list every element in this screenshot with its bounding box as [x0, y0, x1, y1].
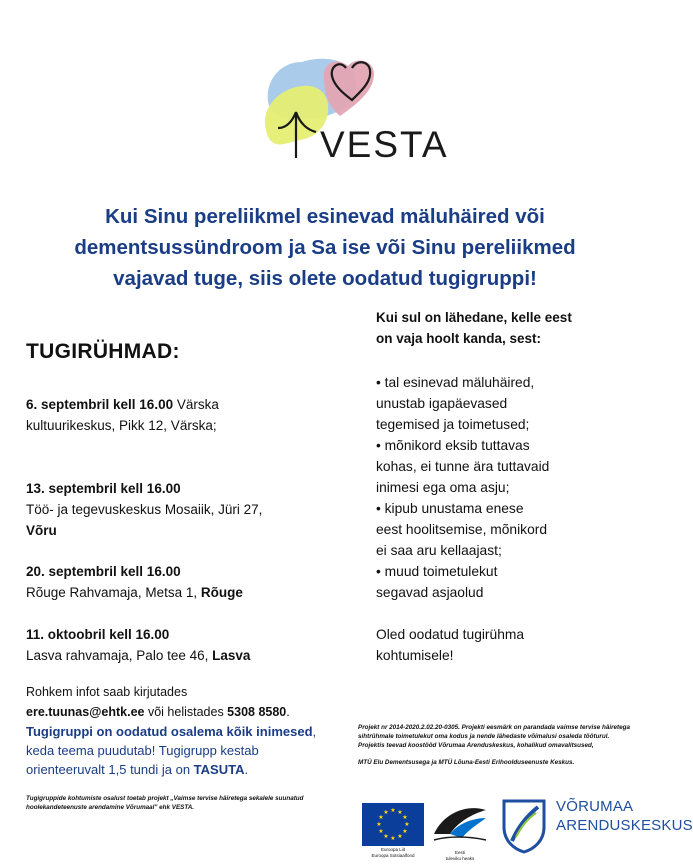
svg-text:★: ★	[397, 809, 403, 816]
estonia-caption-line: Eesti	[454, 850, 465, 855]
event-item	[26, 478, 346, 541]
svg-text:★: ★	[402, 814, 408, 821]
event-address: kultuurikeskus, Pikk 12, Värska;	[26, 418, 217, 433]
list-line: kohas, ei tunne ära tuttavaid	[376, 459, 550, 474]
invite-text	[26, 722, 336, 779]
svg-text:★: ★	[402, 828, 408, 835]
contact-or: või helistades	[144, 705, 228, 719]
contact-end: .	[286, 705, 290, 719]
event-item	[26, 624, 346, 666]
project-info	[358, 723, 638, 767]
headline-line: Kui Sinu pereliikmel esinevad mäluhäired või	[105, 205, 545, 228]
estonia-caption	[428, 850, 492, 862]
vesta-logo-text: VESTA	[320, 124, 449, 165]
right-outro-line: kohtumisele!	[376, 648, 454, 663]
event-date: 6. septembril kell 16.00	[26, 397, 174, 412]
list-line: • tal esinevad mäluhäired,	[376, 375, 535, 390]
eu-flag-icon	[362, 803, 424, 846]
contact-info	[26, 682, 336, 722]
svg-text:★: ★	[383, 833, 389, 840]
eu-caption-line: Euroopa Liit	[380, 847, 406, 852]
event-city: Lasva	[212, 648, 251, 663]
event-city: Võru	[26, 523, 57, 538]
svg-text:★: ★	[390, 835, 396, 842]
section-title: TUGIRÜHMAD:	[26, 340, 180, 363]
event-address: Töö- ja tegevuskeskus Mosaiik, Jüri 27,	[26, 502, 263, 517]
eu-caption-line: Euroopa Sotsiaalfond	[371, 853, 415, 858]
svg-text:★: ★	[404, 821, 410, 828]
list-line: segavad asjaolud	[376, 585, 484, 600]
estonia-future-logo-icon	[428, 800, 492, 850]
svg-text:★: ★	[378, 814, 384, 821]
list-item	[376, 435, 616, 498]
right-intro-line: on vaja hoolt kanda, sest:	[376, 331, 542, 346]
event-city: Rõuge	[200, 585, 243, 600]
list-item	[376, 561, 616, 603]
invite-end: .	[244, 762, 249, 777]
event-date: 13. septembril kell 16.00	[26, 481, 181, 496]
symptom-list	[376, 372, 616, 603]
list-line: eest hoolitsemise, mõnikord	[376, 522, 548, 537]
list-item	[376, 498, 616, 561]
project-paragraph: Projekt nr 2014-2020.2.02.20-0305. Projekti eesmärk on parandada vaimse tervise häiretega sihtrühmale toimetulekut oma kodus ja nende lähedaste võimalusi osaleda tööturul.	[358, 724, 630, 740]
event-date: 11. oktoobril kell 16.00	[26, 627, 170, 642]
event-place: Värska	[173, 397, 219, 412]
vorumaa-caption	[556, 797, 693, 835]
list-line: • mõnikord eksib tuttavas	[376, 438, 530, 453]
headline-line: vajavad tuge, siis olete oodatud tugigruppi!	[113, 267, 537, 290]
estonia-caption-line: tuleviku heaks	[445, 856, 475, 861]
event-address: Rõuge Rahvamaja, Metsa 1,	[26, 585, 201, 600]
invite-body: , keda teema puudutab! Tugigrupp kestab orienteeruvalt 1,5 tundi ja on	[26, 724, 317, 777]
list-line: tegemised ja toimetused;	[376, 417, 530, 432]
eu-caption	[356, 847, 430, 859]
event-address: Lasva rahvamaja, Palo tee 46,	[26, 648, 213, 663]
footnote: Tugigruppide kohtumiste osalust toetab projekt „Vaimse tervise häiretega sekalele suunatud hoolekandeteenuste arendamine Võrumaal" ehk VESTA.	[26, 795, 304, 811]
svg-text:★: ★	[378, 828, 384, 835]
svg-text:★: ★	[376, 821, 382, 828]
event-date: 20. septembril kell 16.00	[26, 564, 181, 579]
invite-bold: Tugigruppi on oodatud osalema kõik inimesed	[26, 724, 313, 739]
svg-text:★: ★	[383, 809, 389, 816]
vorumaa-caption-line: ARENDUSKESKUS	[556, 817, 693, 834]
contact-phone[interactable]: 5308 8580	[227, 705, 287, 719]
event-item	[26, 394, 346, 436]
vorumaa-caption-line: VÕRUMAA	[556, 798, 634, 815]
list-item	[376, 372, 616, 435]
list-line: unustab igapäevased	[376, 396, 508, 411]
headline-line: dementsussündroom ja Sa ise või Sinu pereliikmed	[74, 236, 576, 259]
right-intro	[376, 307, 616, 349]
invite-free: TASUTA	[193, 762, 245, 777]
event-item	[26, 561, 346, 603]
headline	[40, 201, 610, 294]
project-paragraph: MTÜ Elu Dementsusega ja MTÜ Lõuna-Eesti Erihoolduseenuste Keskus.	[358, 759, 575, 766]
right-outro	[376, 624, 616, 666]
svg-text:★: ★	[390, 807, 396, 814]
right-intro-line: Kui sul on lähedane, kelle eest	[376, 310, 572, 325]
list-line: • muud toimetulekut	[376, 564, 498, 579]
list-line: ei saa aru kellaajast;	[376, 543, 502, 558]
list-line: inimesi ega oma asju;	[376, 480, 510, 495]
right-outro-line: Oled oodatud tugirühma	[376, 627, 525, 642]
contact-line: Rohkem infot saab kirjutades	[26, 685, 188, 699]
list-line: • kipub unustama enese	[376, 501, 524, 516]
svg-text:★: ★	[397, 833, 403, 840]
contact-email[interactable]: ere.tuunas@ehtk.ee	[26, 705, 145, 719]
project-paragraph: Projektis teevad koostööd Võrumaa Arenduskeskus, kohalikud omavalitsused,	[358, 742, 594, 749]
vorumaa-shield-icon	[500, 797, 548, 853]
